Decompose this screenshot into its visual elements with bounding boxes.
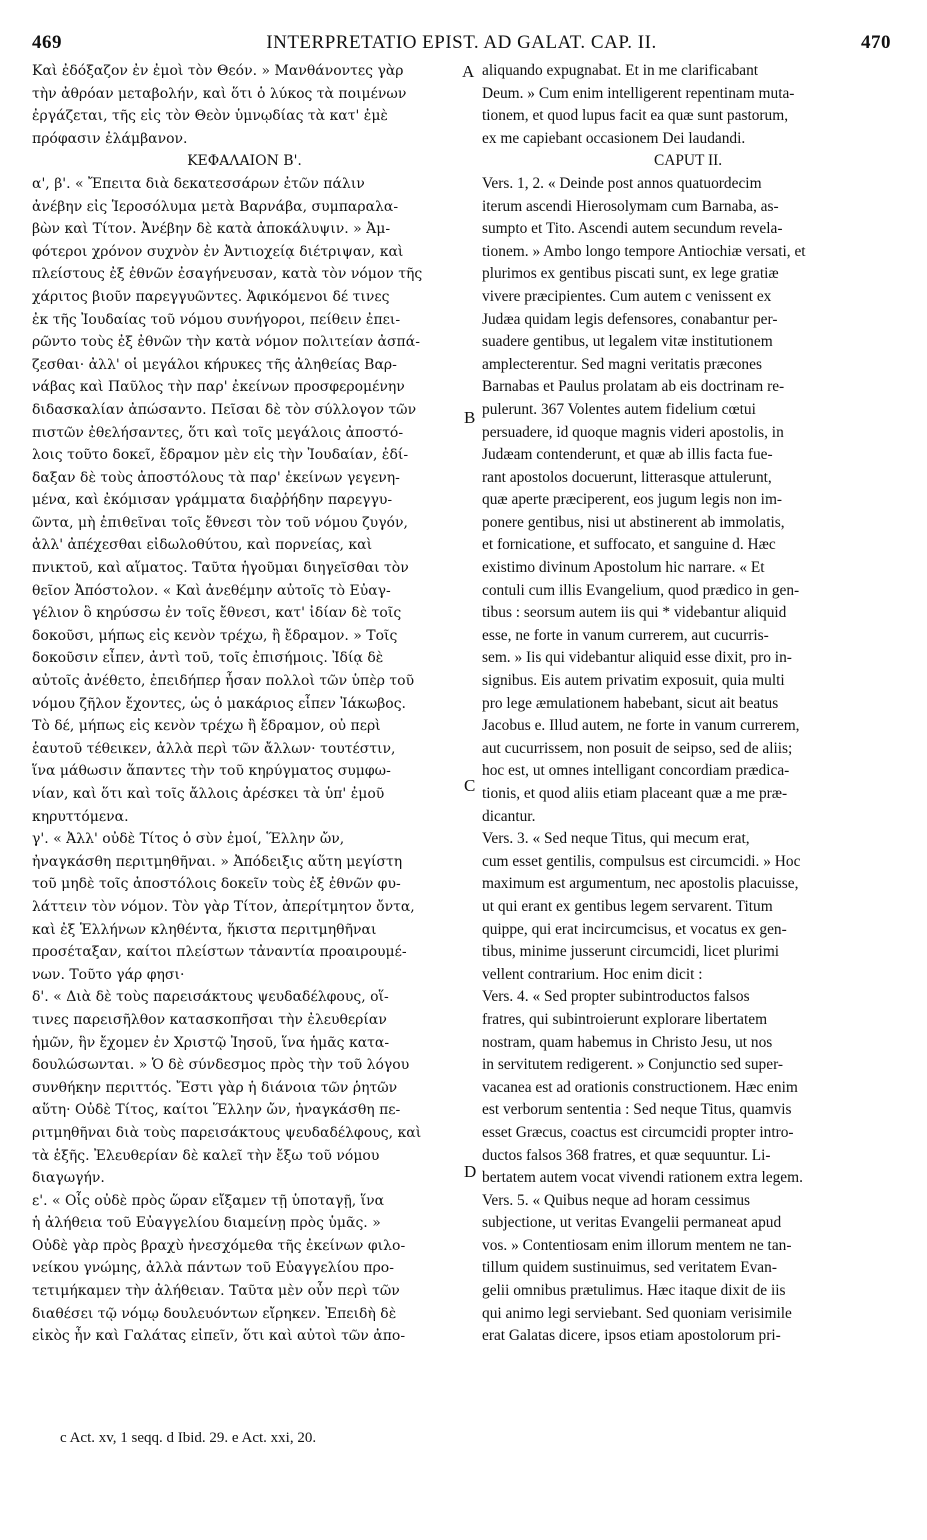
footnotes: c Act. xv, 1 seqq. d Ibid. 29. e Act. xxi, 20. — [60, 1430, 317, 1446]
text-line: Οὐδὲ γὰρ πρὸς βραχὺ ἠνεσχόμεθα τῆς ἐκείνων φιλο- — [32, 1237, 406, 1254]
text-line: subjectione, ut veritas Evangelii permaneat apud — [482, 1214, 782, 1232]
text-line: ex me capiebant occasionem Dei laudandi. — [482, 129, 746, 147]
text-line: Judæa quidam legis defensores, conabantur per- — [482, 310, 778, 328]
text-line: α', β'. « Ἔπειτα διὰ δεκατεσσάρων ἐτῶν πάλιν — [32, 175, 365, 192]
text-line: τὰ ἑξῆς. Ἐλευθερίαν δὲ καλεῖ τὴν ἔξω τοῦ νόμου — [32, 1147, 380, 1164]
text-line: quippe, qui erat incircumcisus, et vocatus ex gen- — [482, 920, 787, 938]
right-page-number: 470 — [861, 32, 891, 53]
text-line: persuadere, id quoque magnis videri apostolis, in — [482, 423, 784, 441]
text-line: δοκοῦσιν εἶπεν, ἀντὶ τοῦ, τοῖς ἐπισήμοις. Ἰδίᾳ δὲ — [32, 650, 384, 667]
text-line: tionis, et quod aliis etiam placeant quæ a me præ- — [482, 785, 788, 802]
text-line: Deum. » Cum enim intelligerent repentinam muta- — [482, 84, 795, 102]
text-line: διδασκαλίαν ἀπώσαντο. Πεῖσαι δὲ τὸν σύλλογον τῶν — [32, 401, 417, 418]
text-line: vacanea est ad orationis constructionem. Hæc enim — [482, 1078, 798, 1096]
text-line: bertatem autem vocat vivendi rationem extra legem. — [482, 1169, 803, 1187]
text-line: νων. Τοῦτο γάρ φησι· — [32, 966, 185, 983]
text-line: fratres, qui subintroierunt explorare libertatem — [482, 1010, 768, 1028]
text-line: δαξαν δὲ τοὺς ἀποστόλους τὰ παρ' ἐκείνων γεγενη- — [32, 469, 400, 486]
text-line: ἵνα μάθωσιν ἅπαντες τὴν τοῦ κηρύγματος συμφω- — [32, 763, 391, 780]
margin-letter-c: C — [464, 776, 476, 795]
text-line: tionem. » Ambo longo tempore Antiochiæ versati, et — [482, 242, 806, 260]
text-line: cum esset gentilis, compulsus est circumcidi. » Hoc — [482, 852, 801, 870]
text-line: esset Græcus, coactus est circumcidi propter intro- — [482, 1123, 794, 1141]
text-line: νείκου γνώμης, ἀλλὰ πάντων τοῦ Εὐαγγελίου προ- — [32, 1260, 394, 1277]
text-line: τὴν ἀθρόαν μεταβολήν, καὶ ὅτι ὁ λύκος τὰ ποιμένων — [32, 85, 407, 102]
margin-letter-d: D — [464, 1162, 477, 1181]
text-line: Jacobus e. Illud autem, ne forte in vanum currerem, — [482, 717, 800, 735]
text-line: Barnabas et Paulus prolatam ab eis doctrinam re- — [482, 378, 785, 396]
chapter-heading: ΚΕΦΑΛΑΙΟΝ Β'. — [187, 153, 302, 170]
text-line: iterum ascendi Hierosolymam cum Barnaba, as- — [482, 197, 779, 215]
running-title: INTERPRETATIO EPIST. AD GALAT. CAP. II. — [266, 32, 657, 53]
text-line: tibus : seorsum autem iis qui * videbantur aliquid — [482, 604, 787, 622]
text-line: τινες παρεισῆλθον κατασκοπῆσαι τὴν ἐλευθερίαν — [32, 1011, 387, 1028]
text-line: ἑαυτοῦ τέθεικεν, ἀλλὰ περὶ τῶν ἄλλων· τουτέστιν, — [32, 740, 396, 757]
text-line: πρόφασιν ἐλάμβανον. — [32, 130, 188, 147]
text-line: μένα, καὶ ἐκόμισαν γράμματα διαῤῥήδην παρεγγυ- — [32, 492, 393, 509]
text-line: quæ aperte præciperent, eos jugum legis non im- — [482, 491, 783, 509]
margin-letter-b: B — [464, 408, 476, 427]
text-line: ριτμηθῆναι διὰ τοὺς παρεισάκτους ψευδαδέλφους, καὶ — [32, 1124, 422, 1141]
text-line: Vers. 5. « Quibus neque ad horam cessimus — [482, 1191, 751, 1209]
text-line: κηρυττόμενα. — [32, 808, 129, 825]
text-line: ἐργάζεται, τῆς εἰς τὸν Θεὸν ὑμνῳδίας τὰ κατ' ἐμὲ — [32, 108, 388, 125]
text-line: contuli cum illis Evangelium, quod prædico in gen- — [482, 581, 800, 599]
text-line: φότεροι χρόνον συχνὸν ἐν Ἀντιοχείᾳ διέτριψαν, καὶ — [32, 243, 404, 260]
text-line: sumpto et Tito. Ascendi autem secundum revela- — [482, 220, 783, 238]
text-line: amplecterentur. Sed magni veritatis præcones — [482, 355, 762, 373]
text-line: in servitutem redigerent. » Conjunctio sed super- — [482, 1056, 784, 1074]
text-line: ductos falsos 368 fratres, et quæ sequuntur. Li- — [482, 1146, 771, 1164]
text-line: maximum est argumentum, nec apostolis placuisse, — [482, 875, 799, 893]
text-line: προσέταξαν, καίτοι πλείστων τἀναντία προαιρουμέ- — [32, 944, 407, 961]
text-line: suadere gentibus, ut legalem vitæ institutionem — [482, 333, 773, 351]
text-line: tionem, et quod lupus facit ea quæ sunt pastorum, — [482, 107, 789, 125]
text-line: διαγωγήν. — [32, 1170, 105, 1187]
text-line: πνικτοῦ, καὶ αἵματος. Ταῦτα ἡγοῦμαι διηγεῖσθαι τὸν — [32, 560, 409, 577]
latin-column — [482, 60, 894, 1348]
text-line: existimo divinum Apostolum hic narrare. « Et — [482, 559, 765, 577]
text-line: δουλώσωνται. » Ὁ δὲ σύνδεσμος πρὸς τὴν τοῦ λόγου — [32, 1057, 410, 1074]
text-line: tillum quidem sustinuimus, sed veritatem Evan- — [482, 1259, 777, 1277]
text-line: λοις τοῦτο δοκεῖ, ἔδραμον μὲν εἰς τὴν Ἰουδαίαν, ἐδί- — [32, 447, 409, 464]
text-line: plurimos ex gentibus piscati sunt, ex lege gratiæ — [482, 265, 779, 283]
text-line: ἐκ τῆς Ἰουδαίας τοῦ νόμου συνήγοροι, πείθειν ἐπει- — [32, 311, 401, 328]
text-line: Τὸ δέ, μήπως εἰς κενὸν τρέχω ἢ ἔδραμον, οὐ περὶ — [32, 718, 381, 735]
text-line: vos. » Contentiosam enim illorum mentem ne tan- — [482, 1236, 792, 1254]
text-line: γέλιον ὃ κηρύσσω ἐν τοῖς ἔθνεσι, κατ' ἰδίαν δὲ τοῖς — [32, 605, 402, 622]
chapter-heading: CAPUT II. — [653, 152, 723, 170]
text-line: esse, ne forte in vanum currerem, aut cucurris- — [482, 626, 769, 644]
text-line: vellent contrarium. Hoc enim dicit : — [482, 965, 703, 983]
text-line: συνθήκην περιττός. Ἔστι γὰρ ἡ διάνοια τῶν ῥητῶν — [32, 1079, 398, 1096]
text-line: hoc est, ut omnes intelligant concordiam prædica- — [482, 762, 790, 780]
text-line: ρῶντο τοὺς ἐξ ἐθνῶν τὴν κατὰ νόμον πολιτείαν ἀσπά- — [32, 334, 420, 351]
text-line: Καὶ ἐδόξαζον ἐν ἐμοὶ τὸν Θεόν. » Μανθάνοντες γὰρ — [32, 63, 404, 79]
text-line: dicantur. — [482, 807, 536, 825]
text-line: νίαν, καὶ ὅτι καὶ τοῖς ἄλλοις ἀρέσκει τὰ ὑπ' ἐμοῦ — [32, 786, 385, 802]
text-line: nostram, quam habemus in Christo Jesu, ut nos — [482, 1033, 773, 1051]
text-line: ἠναγκάσθη περιτμηθῆναι. » Ἀπόδειξις αὕτη μεγίστη — [32, 853, 403, 870]
text-line: πλείστους ἐξ ἐθνῶν ἐσαγήνευσαν, κατὰ τὸν νόμον τῆς — [32, 266, 423, 283]
text-line: νάβας καὶ Παῦλος τὴν παρ' ἐκείνων προσφερομένην — [32, 379, 405, 396]
text-line: Judæam contenderunt, et quæ ab illis facta fue- — [482, 446, 773, 464]
text-line: gelii omnibus prætulimus. Hæc itaque dixit de iis — [482, 1282, 786, 1300]
running-header — [32, 32, 891, 58]
text-line: pulerunt. 367 Volentes autem fidelium cœtui — [482, 400, 756, 418]
text-line: aliquando expugnabat. Et in me clarificabant — [482, 62, 759, 79]
text-line: signibus. Eis autem privatim exposuit, quia multi — [482, 672, 785, 690]
text-line: λάττειν τὸν νόμον. Τὸν γὰρ Τίτον, ἀπερίτμητον ὄντα, — [32, 898, 415, 915]
text-line: ponere gentibus, nisi ut abstinerent ab immolatis, — [482, 513, 785, 531]
text-line: βὼν καὶ Τίτον. Ἀνέβην δὲ κατὰ ἀποκάλυψιν. » Ἀμ- — [32, 221, 391, 238]
text-line: ε'. « Οἷς οὐδὲ πρὸς ὥραν εἴξαμεν τῇ ὑποταγῇ, ἵνα — [32, 1192, 385, 1209]
greek-column — [32, 60, 457, 1348]
text-line: εἰκὸς ἦν καὶ Γαλάτας εἰπεῖν, ὅτι καὶ αὐτοὶ τῶν ἀπο- — [32, 1328, 406, 1345]
text-line: ζεσθαι· ἀλλ' οἱ μεγάλοι κήρυκες τῆς ἀληθείας Βαρ- — [32, 356, 397, 373]
text-line: νόμου ζῆλον ἔχοντες, ὡς ὁ μακάριος εἶπεν Ἰάκωβος. — [32, 695, 407, 712]
text-line: aut cucurrissem, non posuit de seipso, sed de aliis; — [482, 739, 793, 757]
text-line: Vers. 4. « Sed propter subintroductos falsos — [482, 988, 750, 1006]
text-line: αὐτοῖς ἀνέθετο, ἐπειδήπερ ἦσαν πολλοὶ τῶν ὑπὲρ τοῦ — [32, 673, 415, 690]
text-line: ῶντα, μὴ ἐπιθεῖναι τοῖς ἔθνεσι τὸν τοῦ νόμου ζυγόν, — [32, 514, 408, 531]
text-line: Vers. 1, 2. « Deinde post annos quatuordecim — [482, 174, 762, 192]
text-line: vivere præcipientes. Cum autem c venissent ex — [482, 287, 772, 305]
text-line: γ'. « Ἀλλ' οὐδὲ Τίτος ὁ σὺν ἐμοί, Ἕλλην ὤν, — [32, 831, 345, 848]
text-line: ἀνέβην εἰς Ἱεροσόλυμα μετὰ Βαρνάβα, συμπαραλα- — [32, 198, 399, 215]
text-line: αὕτη· Οὐδὲ Τίτος, καίτοι Ἕλλην ὤν, ἠναγκάσθη πε- — [32, 1102, 401, 1119]
text-line: tibus, minime jusserunt circumcidi, licet plurimi — [482, 943, 780, 961]
text-line: τετιμήκαμεν τὴν ἀλήθειαν. Ταῦτα μὲν οὖν περὶ τῶν — [32, 1283, 400, 1300]
text-line: ut qui erant ex gentibus legem servarent. Titum — [482, 897, 773, 915]
text-line: δ'. « Διὰ δὲ τοὺς παρεισάκτους ψευδαδέλφους, οἵ- — [32, 989, 389, 1006]
text-line: δοκοῦσι, μήπως εἰς κενὸν τρέχω, ἢ ἔδραμον. » Τοῖς — [32, 627, 398, 644]
text-line: Vers. 3. « Sed neque Titus, qui mecum erat, — [482, 830, 750, 848]
text-line: qui animo legi serviebant. Sed quoniam verisimile — [482, 1304, 792, 1322]
text-line: rant apostolos docuerunt, litterasque attulerunt, — [482, 468, 772, 486]
text-line: est verborum sententia : Sed neque Titus, quamvis — [482, 1101, 792, 1119]
text-line: ἀλλ' ἀπέχεσθαι εἰδωλοθύτου, καὶ πορνείας, καὶ — [32, 537, 373, 554]
text-line: θεῖον Ἀπόστολον. « Καὶ ἀνεθέμην αὐτοῖς τὸ Εὐαγ- — [32, 582, 391, 599]
text-line: sem. » Iis qui videbantur aliquid esse dixit, pro in- — [482, 649, 792, 667]
text-line: πιστῶν ἐθελήσαντες, ὅτι καὶ τοῖς μεγάλοις ἀποστό- — [32, 424, 404, 441]
text-line: ἡμῶν, ἣν ἔχομεν ἐν Χριστῷ Ἰησοῦ, ἵνα ἡμᾶς κατα- — [32, 1034, 390, 1051]
text-line: τοῦ μηδὲ τοῖς ἀποστόλοις δοκεῖν τοὺς ἐξ ἐθνῶν φυ- — [32, 876, 401, 893]
text-line: pro lege æmulationem habebant, sicut ait beatus — [482, 694, 779, 712]
text-line: καὶ ἐξ Ἑλλήνων κληθέντα, ἥκιστα περιτμηθῆναι — [32, 921, 377, 938]
text-line: διαθέσει τῷ νόμῳ δουλευόντων εἴρηκεν. Ἐπειδὴ δὲ — [32, 1305, 397, 1322]
text-line: erat Galatas dicere, ipsos etiam apostolorum pri- — [482, 1327, 781, 1345]
text-line: χάριτος βιοῦν παρεγγυῶντες. Ἀφικόμενοι δέ τινες — [32, 288, 390, 305]
left-page-number: 469 — [32, 32, 62, 53]
text-line: ἡ ἀλήθεια τοῦ Εὐαγγελίου διαμείνῃ πρὸς ὑμᾶς. » — [32, 1215, 381, 1232]
text-line: et fornicatione, et suffocato, et sanguine d. Hæc — [482, 536, 776, 554]
margin-letter-a: A — [462, 62, 475, 81]
